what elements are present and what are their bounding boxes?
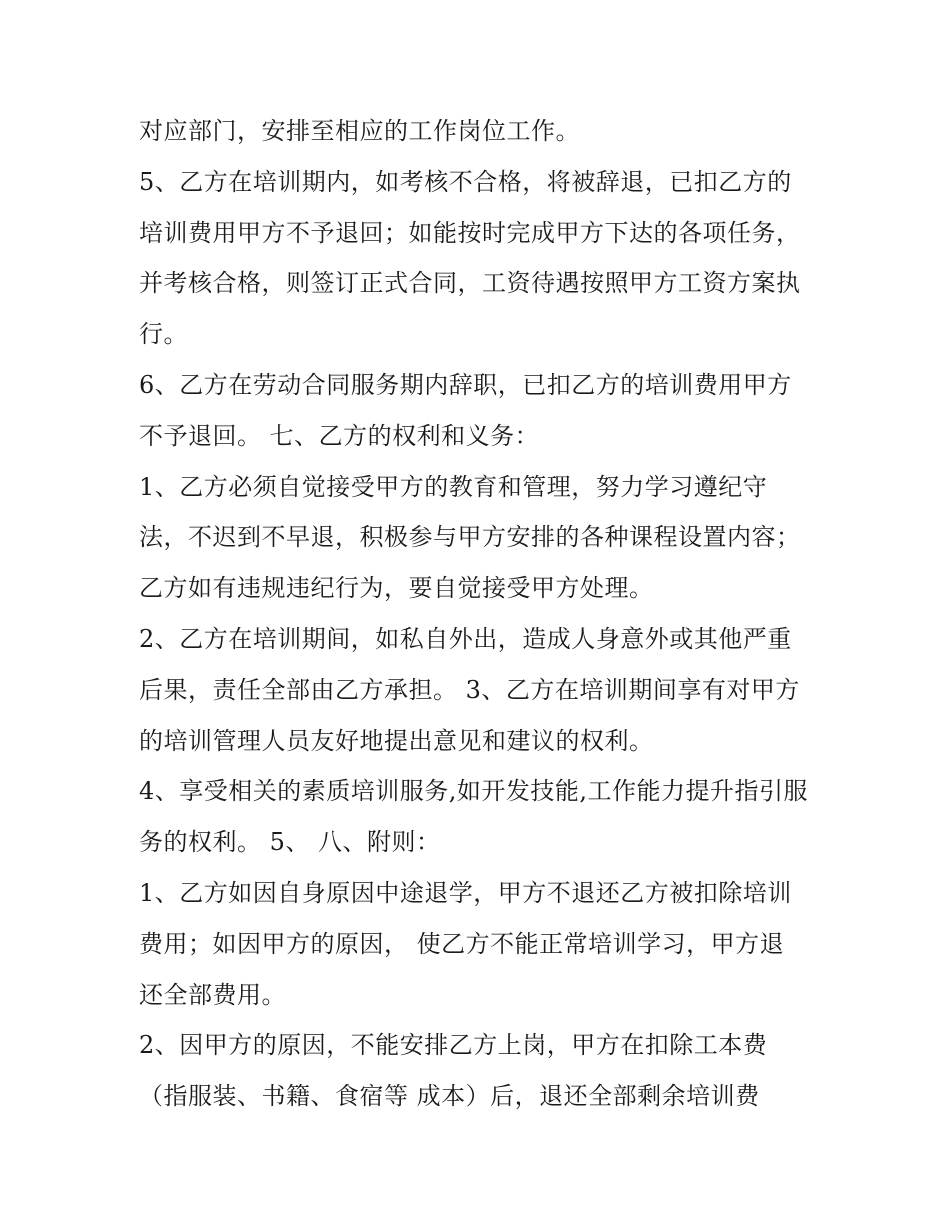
- text-line: 乙方如有违规违纪行为，要自觉接受甲方处理。: [139, 574, 654, 603]
- text-line: 2、因甲方的原因，不能安排乙方上岗，甲方在扣除工本费: [139, 1031, 768, 1060]
- text-line: 1、乙方必须自觉接受甲方的教育和管理，努力学习遵纪守: [139, 472, 768, 501]
- text-line: （指服装、书籍、食宿等 成本）后，退还全部剩余培训费: [139, 1082, 760, 1111]
- text-line: 1、乙方如因自身原因中途退学，甲方不退还乙方被扣除培训: [139, 878, 792, 907]
- text-line: 对应部门，安排至相应的工作岗位工作。: [139, 117, 580, 145]
- document-body: [139, 106, 829, 1122]
- text-line: 并考核合格，则签订正式合同，工资待遇按照甲方工资方案执: [139, 269, 801, 298]
- text-line: 6、乙方在劳动合同服务期内辞职，已扣乙方的培训费用甲方: [139, 370, 792, 399]
- text-line: 行。: [139, 320, 188, 349]
- text-line: 务的权利。 5、 八、附则：: [139, 828, 441, 857]
- text-line: 费用；如因甲方的原因， 使乙方不能正常培训学习，甲方退: [139, 929, 785, 958]
- text-line: 5、乙方在培训期内，如考核不合格，将被辞退，已扣乙方的: [139, 167, 792, 196]
- text-line: 的培训管理人员友好地提出意见和建议的权利。: [139, 726, 654, 755]
- text-line: 法，不迟到不早退，积极参与甲方安排的各种课程设置内容；: [139, 523, 801, 552]
- text-line: 2、乙方在培训期间，如私自外出，造成人身意外或其他严重: [139, 624, 792, 653]
- text-line: 培训费用甲方不予退回；如能按时完成甲方下达的各项任务，: [139, 218, 801, 247]
- text-line: 还全部费用。: [139, 980, 286, 1009]
- text-line: 4、享受相关的素质培训服务,如开发技能,工作能力提升指引服: [139, 777, 809, 806]
- text-line: 不予退回。 七、乙方的权利和义务：: [139, 421, 540, 450]
- text-line: 后果，责任全部由乙方承担。 3、乙方在培训期间享有对甲方: [139, 675, 800, 704]
